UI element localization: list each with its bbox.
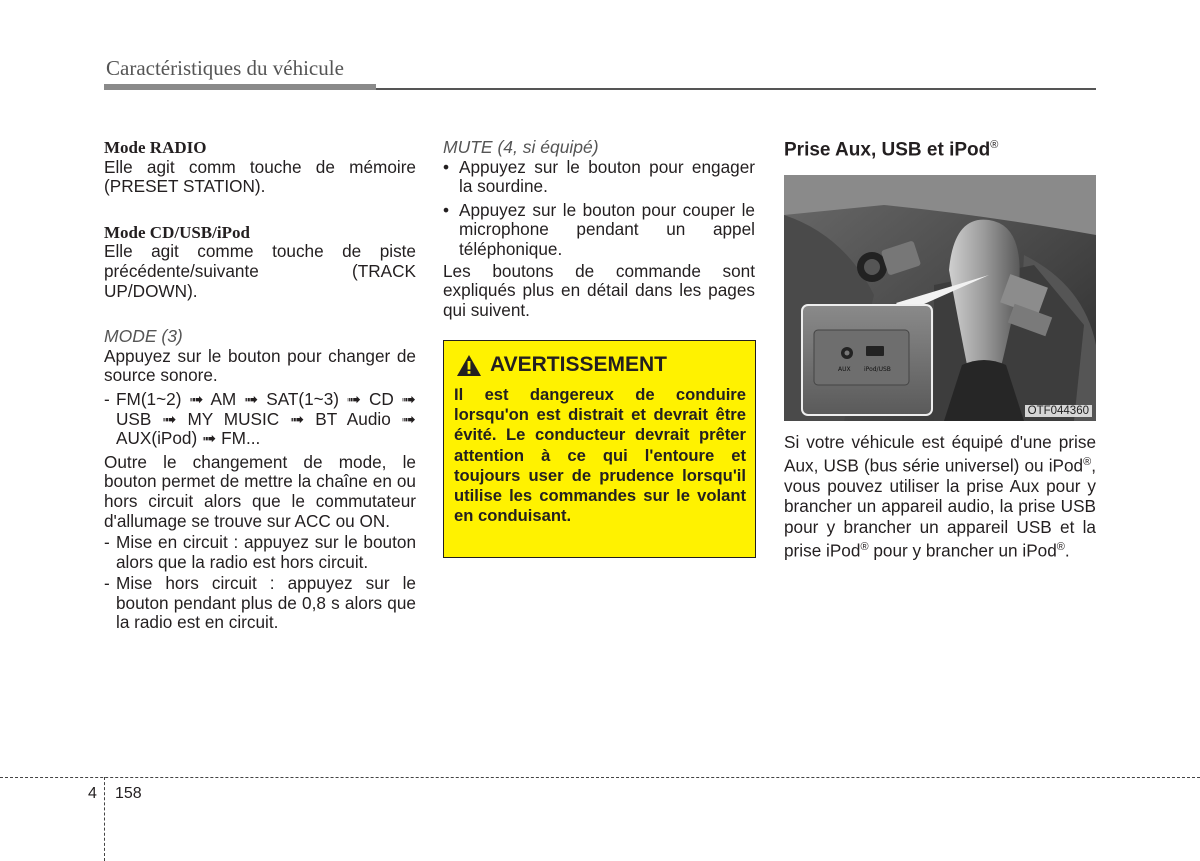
mode-extra-text: Outre le changement de mode, le bouton permet de mettre la chaîne en ou hors circuit alors que le commutateur d'allumage se trouve sur ACC ou ON.	[104, 451, 416, 531]
footer-vertical-rule	[104, 777, 105, 861]
page-number: 158	[115, 785, 142, 802]
radio-mode-title: Mode RADIO	[104, 138, 207, 157]
warning-triangle-icon	[456, 354, 482, 377]
aux-label: AUX	[838, 366, 851, 373]
header-rule-thick	[104, 84, 376, 90]
ipod-label: iPod/USB	[864, 366, 891, 373]
warning-text: Il est dangereux de conduire lorsqu'on est distrait et devrait être évité. Le conducteur devrait prêter attention à ce qui l'entoure et toujours user de prudence lorsqu'il utilise les commandes sur le volant en conduisant.	[454, 385, 746, 526]
mode-sequence: - FM(1~2) ➟ AM ➟ SAT(1~3) ➟ CD ➟ USB ➟ MY MUSIC ➟ BT Audio ➟ AUX(iPod) ➟ FM...	[104, 388, 416, 449]
cd-mode-text: Elle agit comme touche de piste précédente/suivante (TRACK UP/DOWN).	[104, 241, 416, 301]
header-rule-thin	[376, 88, 1096, 90]
mute-item-2: • Appuyez sur le bouton pour couper le microphone pendant un appel téléphonique.	[443, 199, 755, 259]
photo-code: OTF044360	[1025, 405, 1092, 417]
controls-note: Les boutons de commande sont expliqués plus en détail dans les pages qui suivent.	[443, 260, 755, 320]
power-off-item: - Mise hors circuit : appuyez sur le bouton pendant plus de 0,8 s alors que la radio est en circuit.	[104, 573, 416, 633]
column-middle	[443, 138, 755, 320]
aux-usb-photo	[784, 175, 1096, 421]
aux-usb-description: Si votre véhicule est équipé d'une prise Aux, USB (bus série universel) ou iPod®, vous pouvez utiliser la prise Aux pour y brancher un appareil audio, la prise USB pour y brancher un appareil USB et la prise iPod® pour y brancher un iPod®.	[784, 432, 1096, 561]
cd-mode-title: Mode CD/USB/iPod	[104, 222, 250, 242]
radio-mode-text: Elle agit comm touche de mémoire (PRESET STATION).	[104, 156, 416, 197]
chapter-number: 4	[88, 785, 97, 802]
header-title: Caractéristiques du véhicule	[106, 56, 344, 80]
warning-box	[443, 340, 756, 558]
mute-title: MUTE (4, si équipé)	[443, 137, 599, 157]
power-on-item: - Mise en circuit : appuyez sur le bouton alors que la radio est hors circuit.	[104, 532, 416, 572]
mute-item-1: • Appuyez sur le bouton pour engager la sourdine.	[443, 156, 755, 197]
warning-title: AVERTISSEMENT	[456, 353, 667, 377]
column-left	[104, 138, 416, 633]
mode-text: Appuyez sur le bouton pour changer de source sonore.	[104, 345, 416, 386]
aux-usb-ipod-title: Prise Aux, USB et iPod®	[784, 139, 999, 161]
mode-title: MODE (3)	[104, 326, 183, 347]
footer-rule	[0, 777, 1200, 778]
